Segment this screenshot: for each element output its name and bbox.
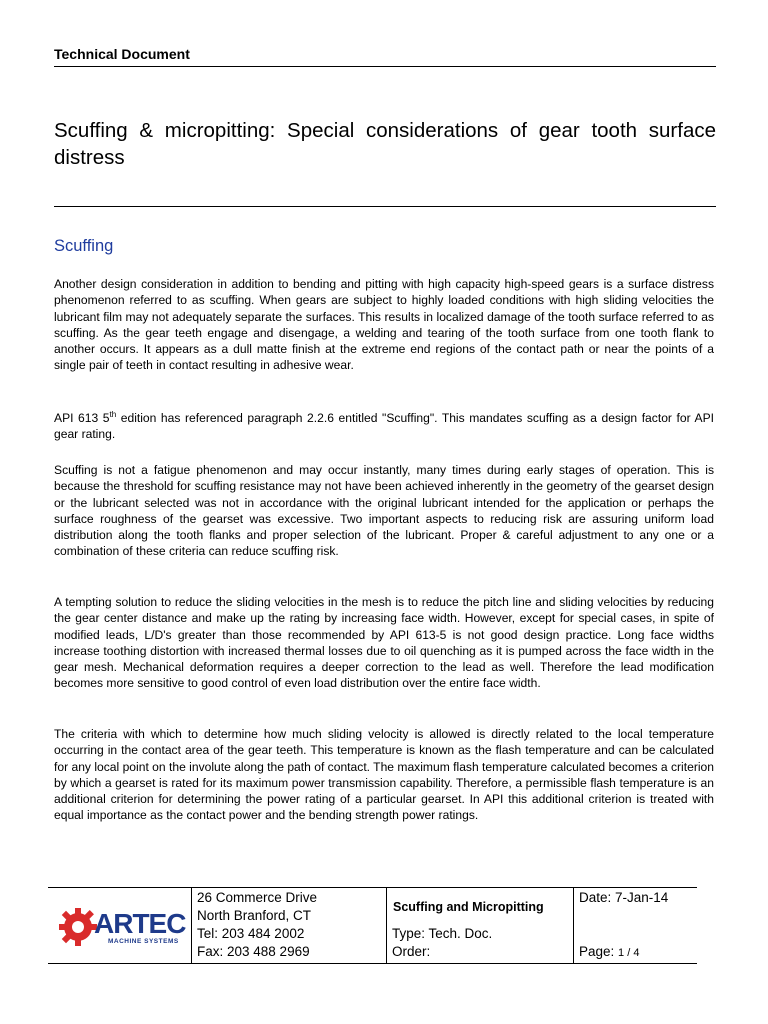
- footer-logo-cell: [48, 888, 191, 963]
- page-value: 1 / 4: [618, 947, 640, 959]
- paragraph-2-end: edition has referenced paragraph 2.2.6 entitled "Scuffing". This mandates scuffing as a design factor for API gear rating.: [54, 411, 714, 442]
- paragraph-2: [54, 410, 714, 443]
- paragraph-4: A tempting solution to reduce the sliding velocities in the mesh is to reduce the pitch line and sliding velocities by reducing the gear center distance and make up the rating by increasing face width. However, except for special cases, in spite of modified leads, L/D's greater than those recommended by API 613-5 is not good design practice. Long face widths increase toothing distortion with increased thermal losses due to oil quenching as it is pumped across the face width in the gear mesh. Mechanical deformation requires a deeper correction to the lead as well. Therefore the lead modification becomes more sensitive to good control of even load distribution over the entire face width.: [54, 595, 714, 691]
- page-label: Page:: [579, 944, 619, 959]
- paragraph-5: The criteria with which to determine how much sliding velocity is allowed is directly related to the local temperature occurring in the contact area of the gear teeth. This temperature is known as the flash temperature and can be calculated for any local point on the involute along the path of contact. The maximum flash temperature calculated becomes a criterion by which a gearset is rated for its maximum power transmission capability. Therefore, a permissible flash temperature is an additional criterion for determining the power rating of a particular gearset. In API this additional criterion is treated with equal importance as the contact power and the bending strength power ratings.: [54, 727, 714, 823]
- footer-table: [48, 887, 697, 964]
- footer-document-cell: [386, 888, 574, 963]
- address-line-1: 26 Commerce Drive: [197, 890, 318, 905]
- logo-subtitle: MACHINE SYSTEMS: [108, 938, 179, 945]
- document-name: Scuffing and Micropitting: [393, 900, 544, 914]
- telephone: Tel: 203 484 2002: [197, 926, 305, 941]
- document-title: Scuffing & micropitting: Special considerations of gear tooth surface distress: [54, 119, 716, 169]
- paragraph-3: Scuffing is not a fatigue phenomenon and may occur instantly, many times during early stages of operation. This is because the threshold for scuffing resistance may not have been achieved inherently in the geometry of the gearset design or the lubricant selected was not in accordance with the original lubricant intended for the application or perhaps the surface roughness of the gearset was excessive. Two important aspects to reducing risk are assuring uniform load distribution along the tooth flanks and proper selection of the lubricant. Proper & careful adjustment to any one or a combination of these criteria can reduce scuffing risk.: [54, 463, 714, 559]
- superscript-th: th: [109, 409, 117, 419]
- paragraph-1: Another design consideration in addition to bending and pitting with high capacity high-speed gears is a surface distress phenomenon referred to as scuffing. When gears are subject to highly loaded conditions with high sliding velocities the lubricant film may not adequately separate the surfaces. This results in localized damage of the tooth surface referred to as scuffing. As the gear teeth engage and disengage, a welding and tearing of the tooth surface from one tooth flank to another occurs. It appears as a dull matte finish at the extreme end regions of the contact path or near the points of a single pair of teeth in contact resulting in adhesive wear.: [54, 277, 714, 373]
- order-number: Order:: [392, 944, 431, 959]
- page-number: [579, 944, 639, 959]
- footer-date-cell: [573, 888, 698, 963]
- section-heading: Scuffing: [54, 237, 114, 255]
- fax: Fax: 203 488 2969: [197, 944, 310, 959]
- artec-logo: [56, 906, 190, 948]
- document-type: Type: Tech. Doc.: [392, 926, 493, 941]
- paragraph-2-start: API 613 5: [54, 411, 110, 425]
- document-date: Date: 7-Jan-14: [579, 890, 669, 905]
- title-divider: [54, 206, 716, 207]
- address-line-2: North Branford, CT: [197, 908, 312, 923]
- document-header: Technical Document: [54, 46, 716, 67]
- footer-address-cell: [191, 888, 387, 963]
- logo-wordmark: ARTEC: [94, 908, 186, 939]
